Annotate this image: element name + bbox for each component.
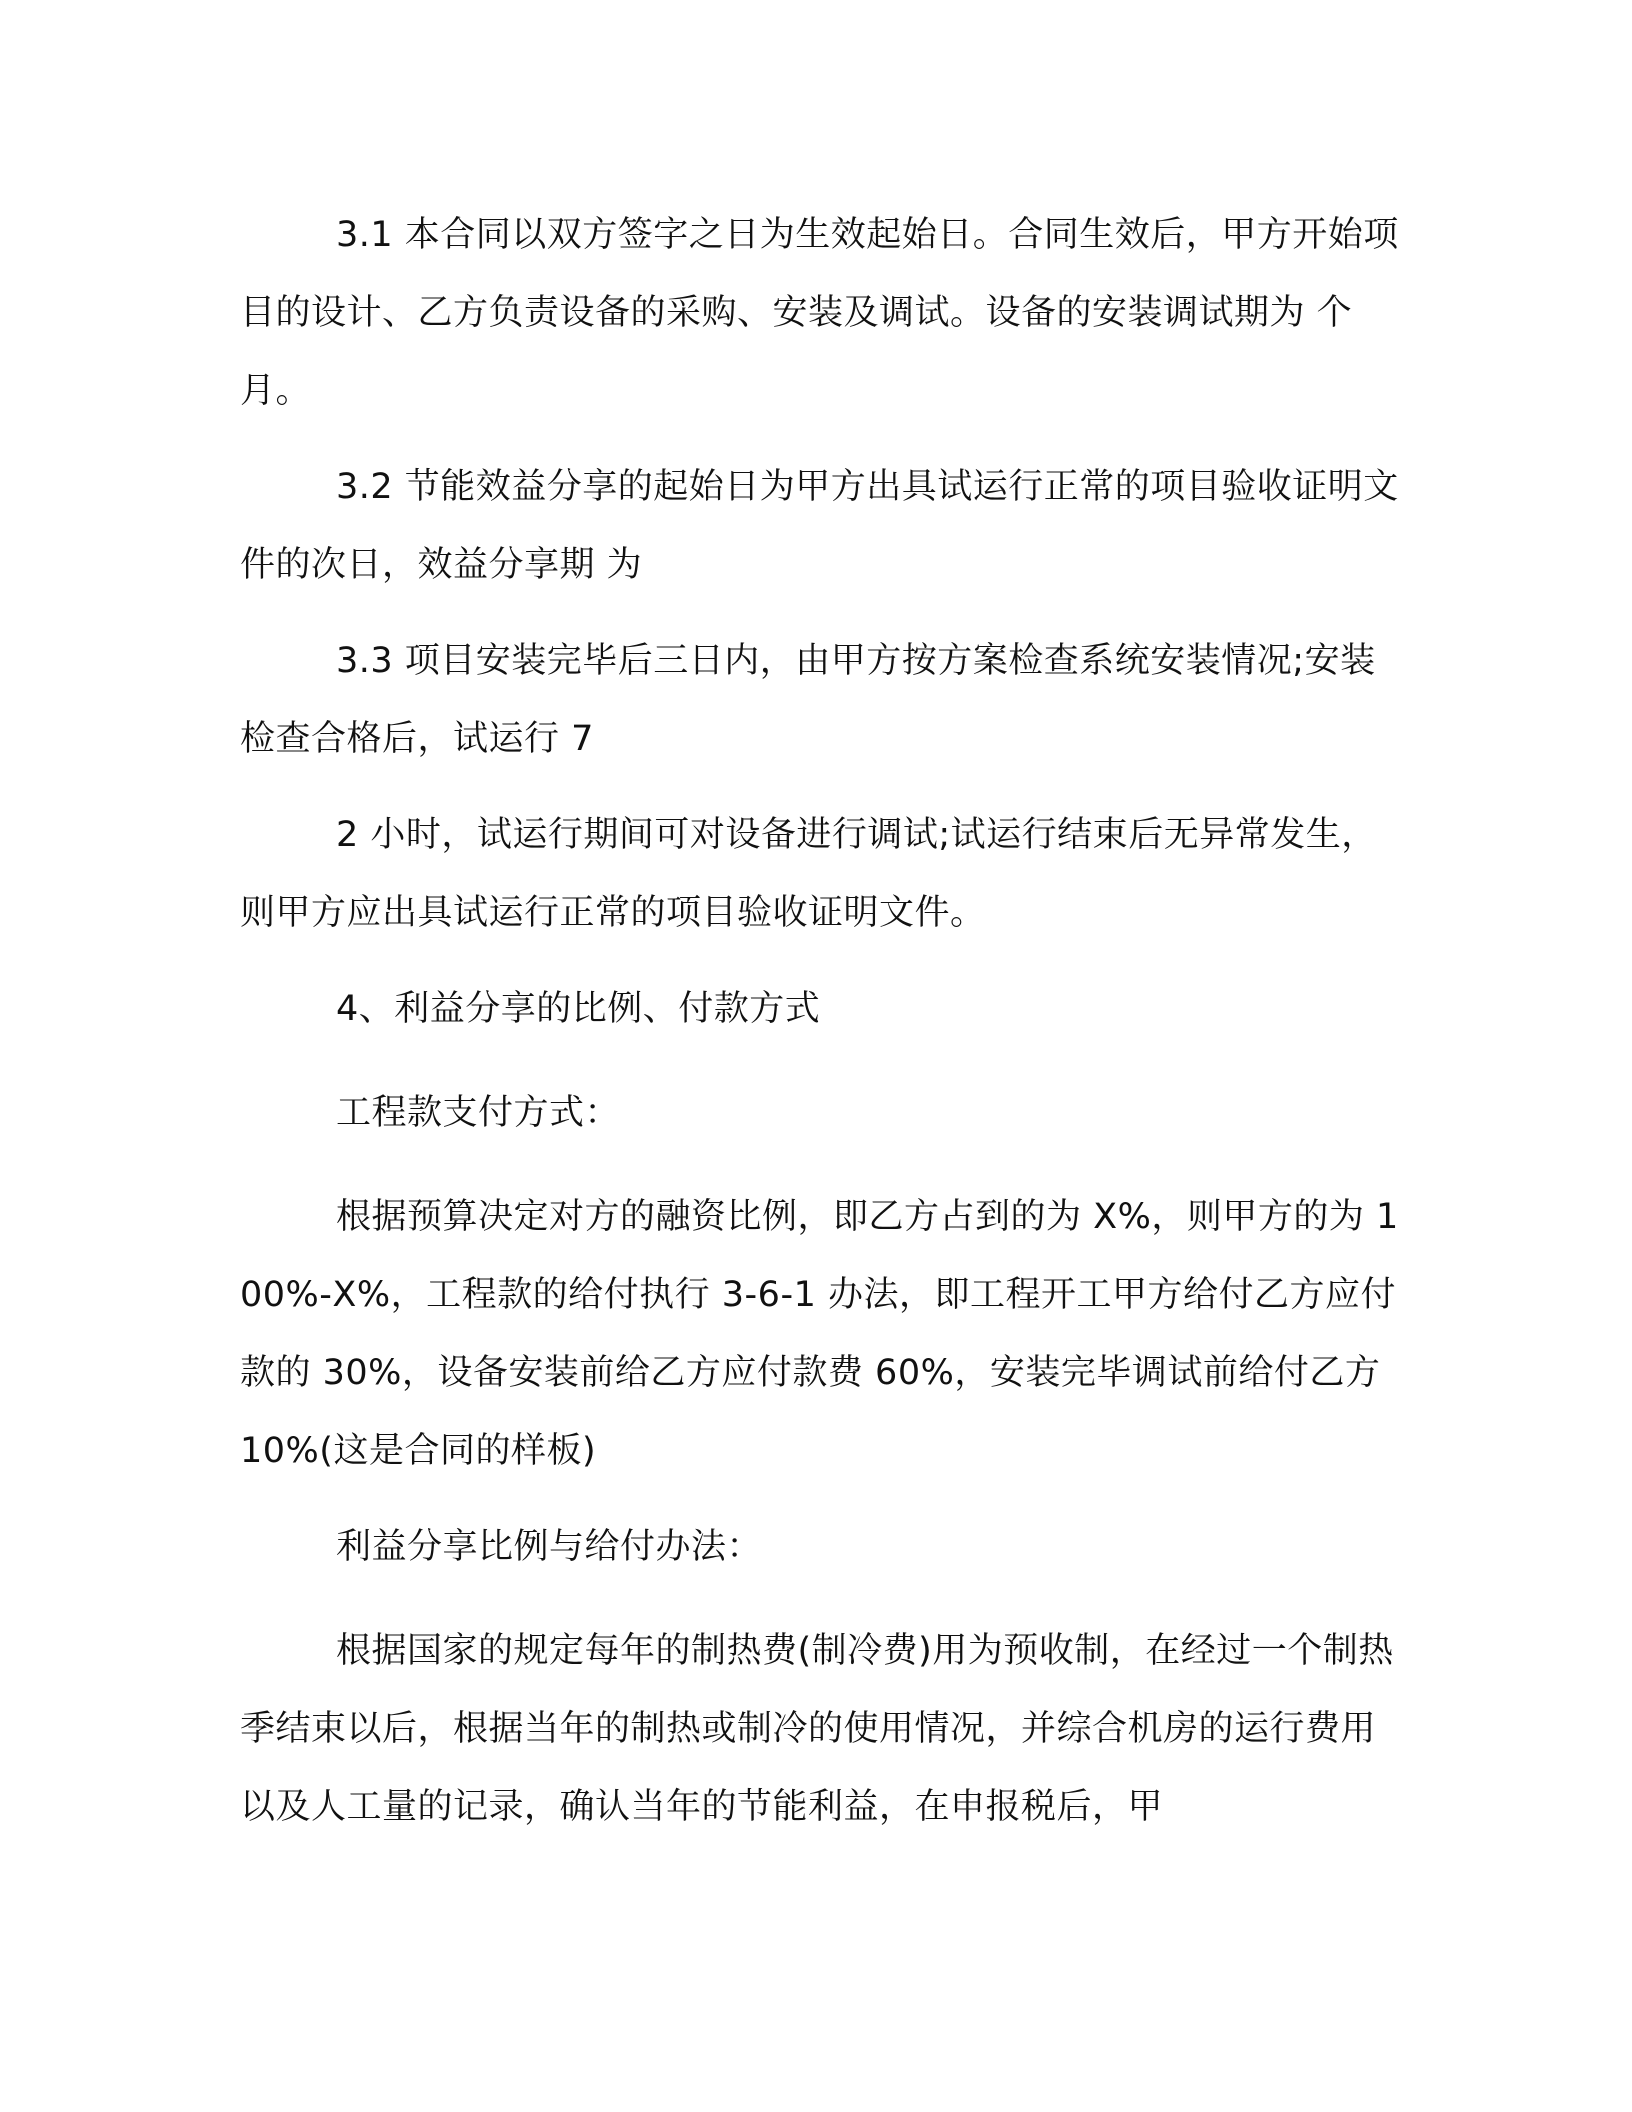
subheading-profit-sharing: 利益分享比例与给付办法：: [336, 1527, 763, 1567]
paragraph-trial-run: 2 小时，试运行期间可对设备进行调试;试运行结束后无异常发生，则甲方应出具试运行正常的项目验收证明文件。: [240, 815, 1377, 933]
paragraph-payment-details: 根据预算决定对方的融资比例，即乙方占到的为 X%，则甲方的为 100%-X%，工程款的给付执行 3-6-1 办法，即工程开工甲方给付乙方应付款的 30%，设备安装前给乙方应付款费 60%，安装完毕调试前给付乙方 10%(这是合同的样板): [240, 1197, 1399, 1471]
paragraph-3-2: 3.2 节能效益分享的起始日为甲方出具试运行正常的项目验收证明文件的次日，效益分享期 为: [240, 467, 1399, 585]
subheading-payment-method: 工程款支付方式：: [336, 1093, 621, 1133]
paragraph-3-1: 3.1 本合同以双方签字之日为生效起始日。合同生效后，甲方开始项目的设计、乙方负责设备的采购、安装及调试。设备的安装调试期为 个月。: [240, 215, 1399, 411]
document-body: [240, 196, 1410, 1872]
section-heading-4: 4、利益分享的比例、付款方式: [336, 989, 821, 1029]
paragraph-3-3: 3.3 项目安装完毕后三日内，由甲方按方案检查系统安装情况;安装检查合格后，试运行 7: [240, 641, 1376, 759]
paragraph-profit-sharing-details: 根据国家的规定每年的制热费(制冷费)用为预收制，在经过一个制热季结束以后，根据当年的制热或制冷的使用情况，并综合机房的运行费用以及人工量的记录，确认当年的节能利益，在申报税后，甲: [240, 1631, 1394, 1827]
